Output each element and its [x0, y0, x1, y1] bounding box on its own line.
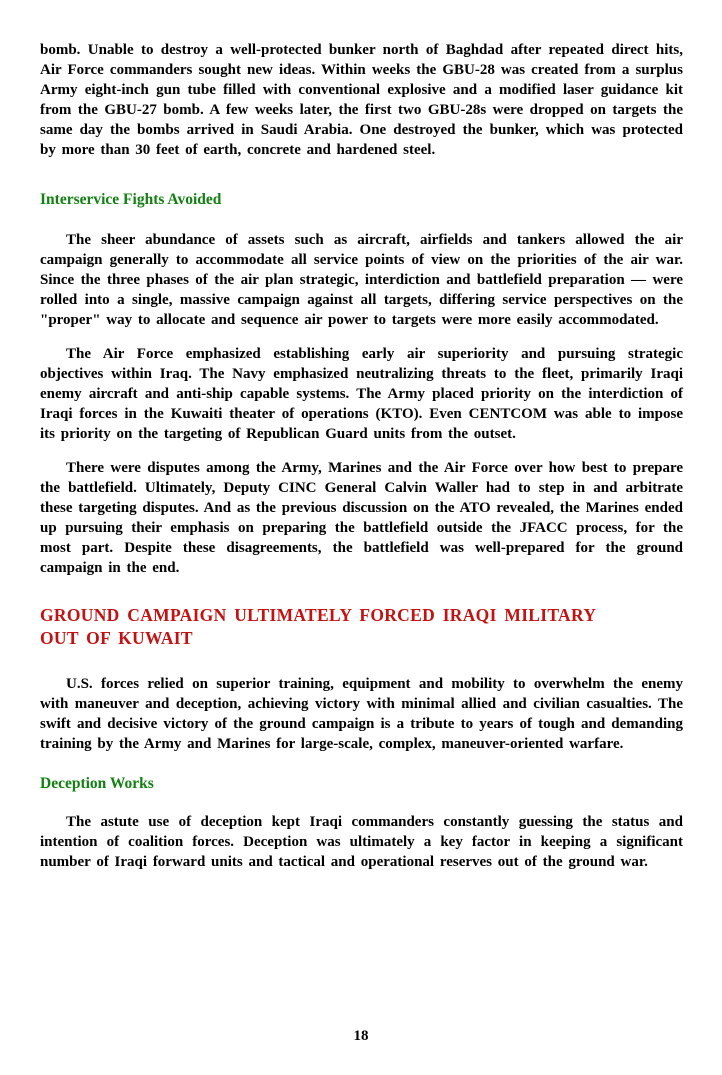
- heading-ground-campaign-line-1: GROUND CAMPAIGN ULTIMATELY FORCED IRAQI MILITARY: [40, 605, 597, 625]
- paragraph-targeting-disputes: There were disputes among the Army, Marines and the Air Force over how best to prepare the battlefield. Ultimately, Deputy CINC General Calvin Waller had to step in and arbitrate these targeting disputes. And as the previous discussion on the ATO revealed, the Marines ended up pursuing their emphasis on preparing the battlefield outside the JFACC process, for the most part. Despite these disagreements, the battlefield was well-prepared for the ground campaign in the end.: [40, 460, 683, 576]
- page-number: 18: [353, 1028, 369, 1044]
- paragraph-deception-effect: The astute use of deception kept Iraqi commanders constantly guessing the status and intention of coalition forces. Deception was ultimately a key factor in keeping a significant number of Iraqi forward units and tactical and operational reserves out of the ground war.: [40, 814, 683, 870]
- heading-deception-works: Deception Works: [40, 775, 154, 792]
- heading-ground-campaign-line-2: OUT OF KUWAIT: [40, 628, 193, 648]
- paragraph-service-emphasis: The Air Force emphasized establishing early air superiority and pursuing strategic objectives within Iraq. The Navy emphasized neutralizing threats to the fleet, primarily Iraqi enemy aircraft and anti-ship capable systems. The Army placed priority on the interdiction of Iraqi forces in the Kuwaiti theater of operations (KTO). Even CENTCOM was able to impose its priority on the targeting of Republican Guard units from the outset.: [40, 346, 683, 442]
- heading-interservice-fights-avoided: Interservice Fights Avoided: [40, 191, 222, 208]
- heading-ground-campaign: [40, 604, 683, 650]
- paragraph-air-campaign-priorities: The sheer abundance of assets such as aircraft, airfields and tankers allowed the air campaign generally to accommodate all service points of view on the priorities of the air war. Since the three phases of the air plan strategic, interdiction and battlefield preparation — were rolled into a single, massive campaign against all targets, differing service perspectives on the "proper" way to allocate and sequence air power to targets were more easily accommodated.: [40, 232, 683, 328]
- paragraph-us-forces-training: U.S. forces relied on superior training, equipment and mobility to overwhelm the enemy with maneuver and deception, achieving victory with minimal allied and civilian casualties. The swift and decisive victory of the ground campaign is a tribute to years of tough and demanding training by the Army and Marines for large-scale, complex, maneuver-oriented warfare.: [40, 676, 683, 752]
- paragraph-gbu28-bomb: bomb. Unable to destroy a well-protected bunker north of Baghdad after repeated direct hits, Air Force commanders sought new ideas. Within weeks the GBU-28 was created from a surplus Army eight-inch gun tube filled with conventional explosive and a modified laser guidance kit from the GBU-27 bomb. A few weeks later, the first two GBU-28s were dropped on targets the same day the bombs arrived in Saudi Arabia. One destroyed the bunker, which was protected by more than 30 feet of earth, concrete and hardened steel.: [40, 42, 683, 158]
